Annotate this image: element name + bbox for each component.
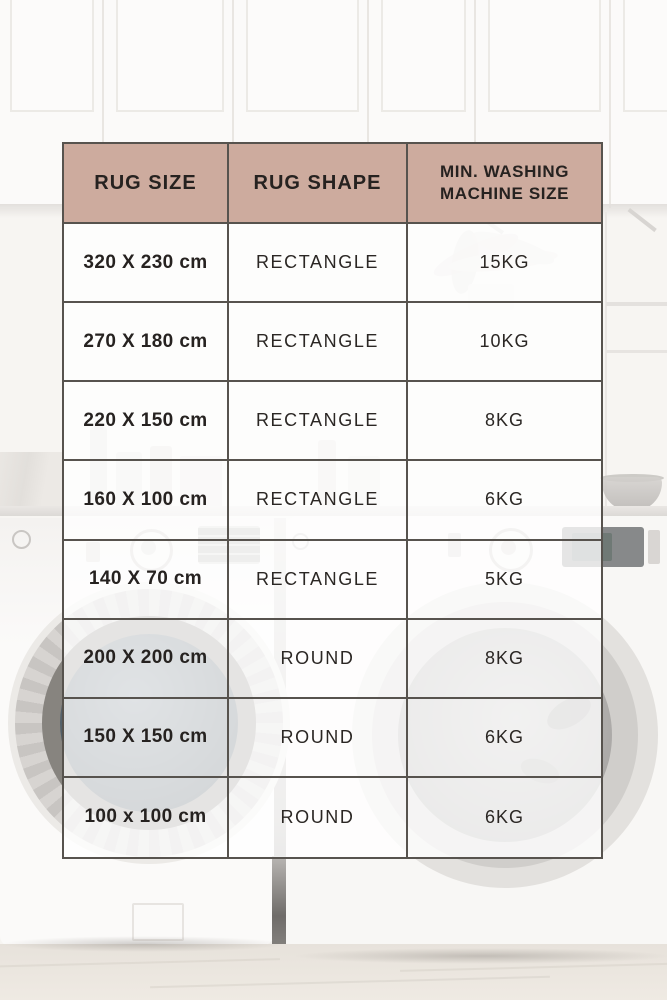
rug-shape-cell: ROUND: [229, 620, 408, 699]
shelf-side: [605, 212, 607, 512]
rug-size-cell: 270 X 180 cm: [64, 303, 229, 382]
rug-shape-cell: RECTANGLE: [229, 382, 408, 461]
machine-size-cell: 6KG: [408, 461, 601, 540]
cabinet-door-panel: [116, 0, 224, 112]
rug-size-cell: 320 X 230 cm: [64, 224, 229, 303]
rug-size-cell: 160 X 100 cm: [64, 461, 229, 540]
rug-shape-cell: ROUND: [229, 778, 408, 857]
rug-size-cell: 150 X 150 cm: [64, 699, 229, 778]
cabinet-door-panel: [246, 0, 359, 112]
cabinet-door-panel: [488, 0, 601, 112]
machine-shadow: [292, 948, 667, 964]
button-strip-right: [648, 530, 660, 564]
rug-size-table: [62, 142, 603, 859]
rug-size-cell: 100 x 100 cm: [64, 778, 229, 857]
rug-size-cell: 220 X 150 cm: [64, 382, 229, 461]
machine-size-cell: 8KG: [408, 620, 601, 699]
rug-shape-cell: RECTANGLE: [229, 224, 408, 303]
marble-backsplash: [0, 452, 62, 514]
rug-shape-cell: ROUND: [229, 699, 408, 778]
cabinet-seam: [609, 0, 611, 208]
shelf: [606, 350, 667, 353]
machine-size-cell: 6KG: [408, 699, 601, 778]
machine-size-cell: 10KG: [408, 303, 601, 382]
machine-size-cell: 6KG: [408, 778, 601, 857]
rug-shape-cell: RECTANGLE: [229, 303, 408, 382]
machine-size-cell: 15KG: [408, 224, 601, 303]
machine-size-cell: 5KG: [408, 541, 601, 620]
ge-logo-left: [12, 530, 31, 549]
rug-size-cell: 140 X 70 cm: [64, 541, 229, 620]
column-header-1: RUG SHAPE: [229, 144, 408, 224]
cabinet-door-panel: [10, 0, 94, 112]
shelf: [606, 302, 667, 306]
machine-shadow: [0, 936, 286, 952]
rug-shape-cell: RECTANGLE: [229, 461, 408, 540]
cabinet-door-panel: [381, 0, 466, 112]
machine-size-cell: 8KG: [408, 382, 601, 461]
column-header-0: RUG SIZE: [64, 144, 229, 224]
cabinet-door-panel: [623, 0, 667, 112]
rug-shape-cell: RECTANGLE: [229, 541, 408, 620]
column-header-2: MIN. WASHING MACHINE SIZE: [408, 144, 601, 224]
rug-size-cell: 200 X 200 cm: [64, 620, 229, 699]
